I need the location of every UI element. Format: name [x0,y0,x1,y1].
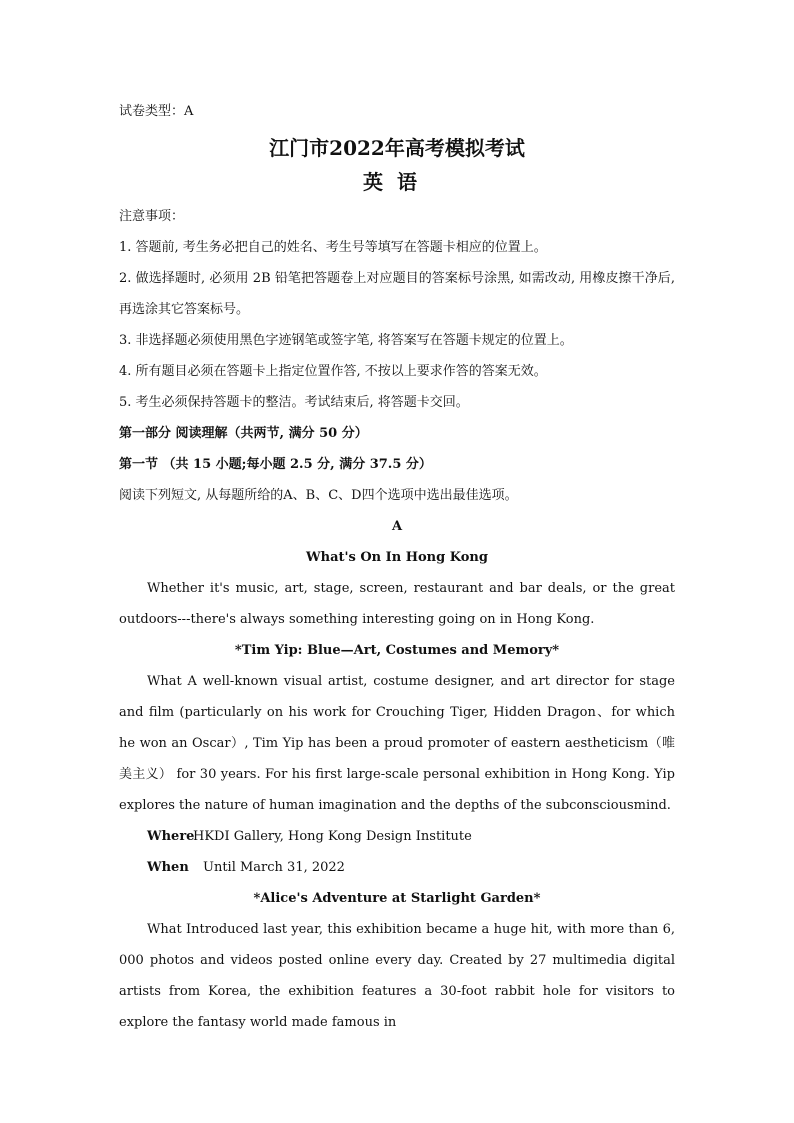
passage-title: What's On In Hong Kong [306,550,488,565]
paper-type: 试卷类型：A [119,104,194,119]
subject-title: 英语 [363,170,431,194]
part1-heading: 第一部分 阅读理解（共两节, 满分 50 分） [119,426,368,441]
event-where-1 [119,821,675,852]
notice-heading: 注意事项： [119,209,185,224]
event-title-1: *Tim Yip: Blue—Art, Costumes and Memory* [234,643,560,658]
event-body-1: What A well-known visual artist, costume designer, and art director for stage and film (particularly on his work for Crouching Tiger, Hidden Dragon、for which he won an Oscar）, Tim Yip has been a proud promoter of eastern aestheticism（唯美主义） for 30 years. For his first large-scale personal exhibition in Hong Kong. Yip explores the nature of human imagination and the depths of the subconsciousmind. [119,674,675,813]
event-when-1 [119,852,675,883]
exam-page [119,96,675,1038]
notice-item-5: 5. 考生必须保持答题卡的整洁。考试结束后, 将答题卡交回。 [119,395,469,410]
exam-title: 江门市2022年高考模拟考试 [269,136,525,160]
when-value: Until March 31, 2022 [203,860,345,875]
notice-item-4: 4. 所有题目必须在答题卡上指定位置作答, 不按以上要求作答的答案无效。 [119,364,547,379]
passage-letter: A [391,519,403,534]
passage-intro: Whether it's music, art, stage, screen, restaurant and bar deals, or the great outdoors---there's always something interesting going on in Hong Kong. [119,581,675,627]
where-value: HKDI Gallery, Hong Kong Design Institute [193,829,472,844]
event-body-2: What Introduced last year, this exhibition became a huge hit, with more than 6, 000 photos and videos posted online every day. Created by 27 multimedia digital artists from Korea, the exhibition features a 30-foot rabbit hole for visitors to explore the fantasy world made famous in [119,922,675,1030]
section1-heading: 第一节 （共 15 小题;每小题 2.5 分, 满分 37.5 分） [119,457,432,472]
when-label: When [147,860,189,875]
event-title-2: *Alice's Adventure at Starlight Garden* [253,891,541,906]
instruction-text: 阅读下列短文, 从每题所给的A、B、C、D四个选项中选出最佳选项。 [119,488,518,503]
notice-item-2: 2. 做选择题时, 必须用 2B 铅笔把答题卷上对应题目的答案标号涂黑, 如需改动, 用橡皮擦干净后, 再选涂其它答案标号。 [119,271,675,317]
notice-item-3: 3. 非选择题必须使用黑色字迹钢笔或签字笔, 将答案写在答题卡规定的位置上。 [119,333,573,348]
notice-item-1: 1. 答题前, 考生务必把自己的姓名、考生号等填写在答题卡相应的位置上。 [119,240,547,255]
where-label: Where [147,829,195,844]
